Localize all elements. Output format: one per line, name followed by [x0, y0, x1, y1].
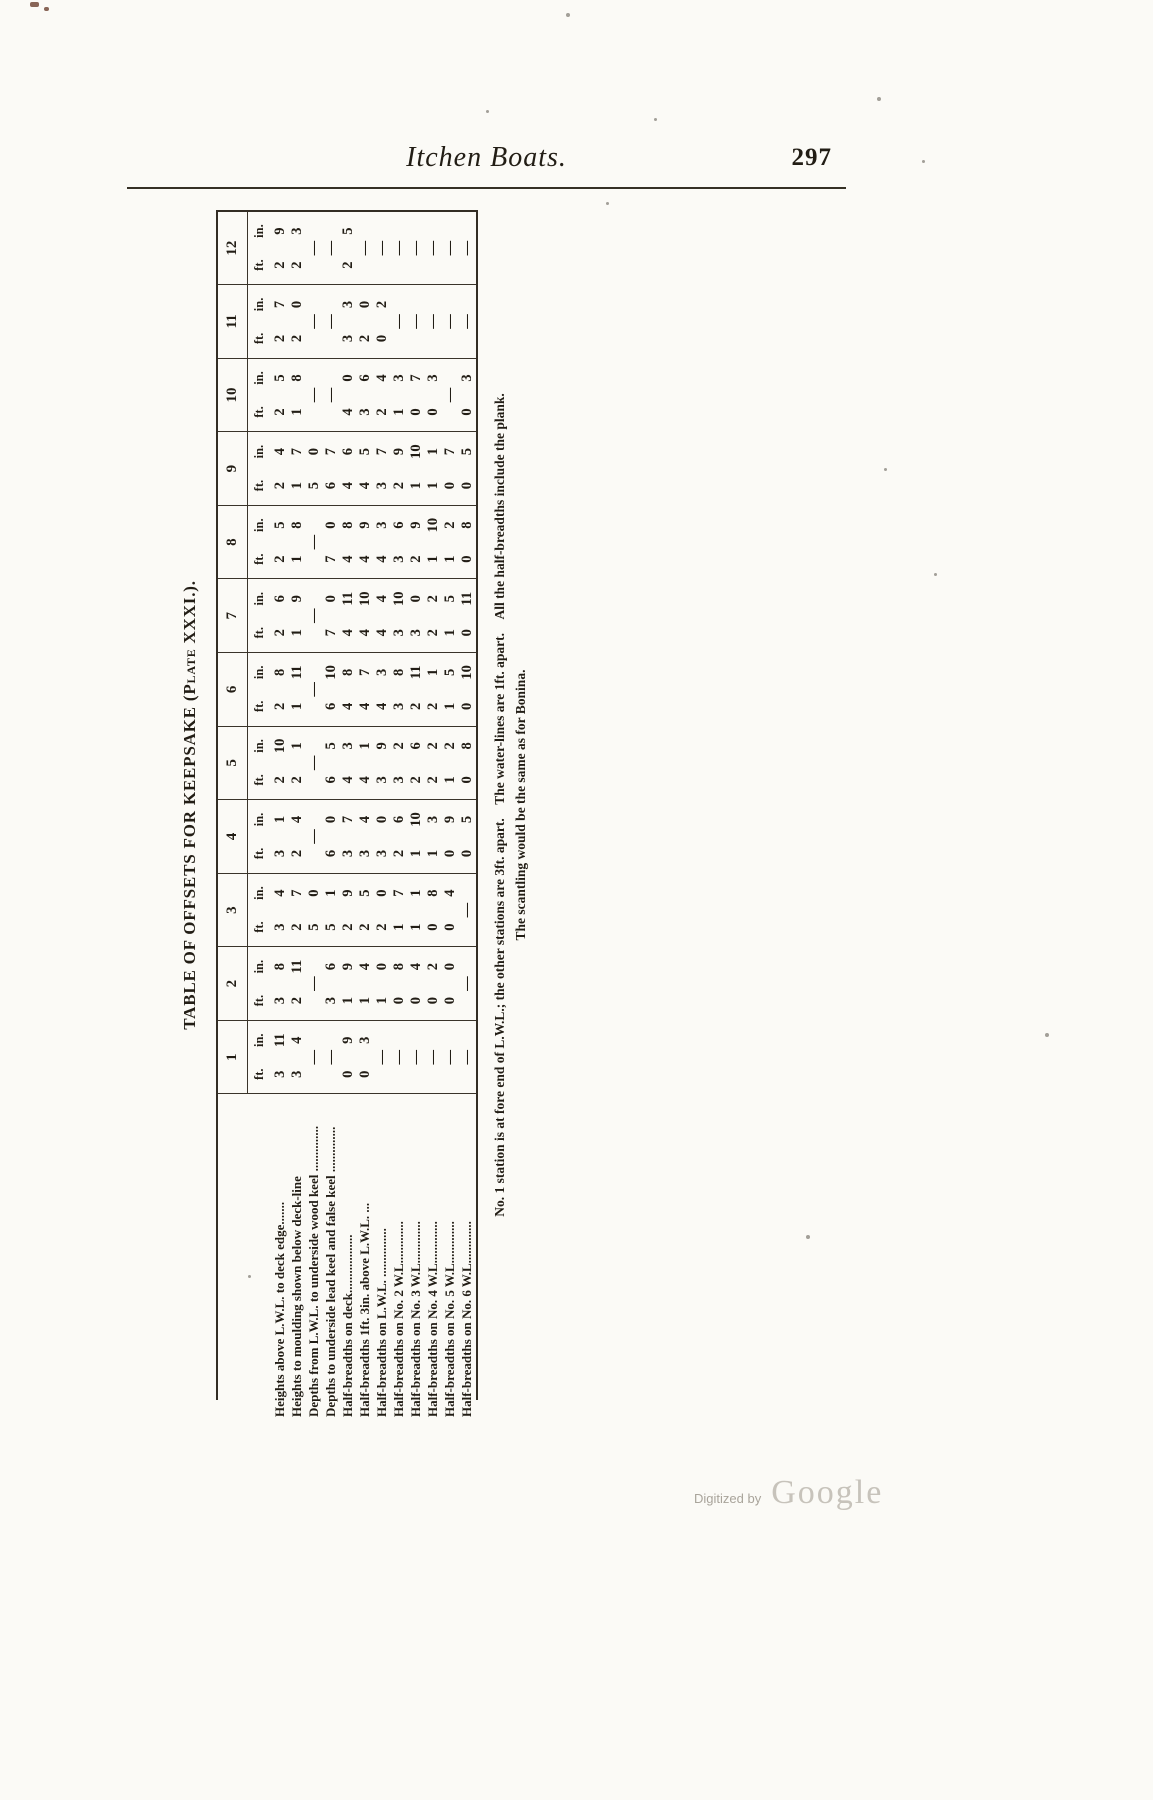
value-cell: 4 3 — [374, 505, 391, 579]
station-number-row — [217, 211, 247, 1400]
value-cell: 4 6 — [340, 432, 357, 506]
table-title: TABLE OF OFFSETS FOR KEEPSAKE (Plate XXXI.). — [180, 580, 199, 1030]
footnote: The scantling would be the same as for Bonina. — [513, 669, 528, 941]
value-cell: 3 0 — [374, 800, 391, 874]
value-cell: — — [306, 358, 323, 432]
value-cell: 0 8 — [459, 505, 477, 579]
value-cell: 1 10 — [425, 505, 442, 579]
value-cell: 0 8 — [459, 726, 477, 800]
running-head — [127, 142, 846, 184]
value-cell: 3 1 — [272, 800, 289, 874]
row-label: Half-breadths on No. 6 W.L............. — [459, 1094, 477, 1400]
value-cell: 3 8 — [272, 947, 289, 1021]
value-cell: 2 5 — [272, 358, 289, 432]
value-cell: — — [459, 873, 477, 947]
row-label: Heights to moulding shown below deck-line — [289, 1176, 305, 1417]
row-label: Heights above L.W.L. to deck edge....... — [272, 1201, 288, 1417]
value-cell: 3 11 — [272, 1020, 289, 1094]
value-cell: — — [323, 211, 340, 285]
unit-cell: ft. in. — [247, 873, 272, 947]
value-cell: 4 5 — [357, 432, 374, 506]
row-label: Half-breadths 1ft. 3in. above L.W.L. ... — [357, 1202, 373, 1417]
scan-speck — [654, 118, 657, 121]
value-cell: 1 0 — [374, 947, 391, 1021]
value-cell: 6 0 — [323, 800, 340, 874]
value-cell: — — [442, 211, 459, 285]
station-header: 3 — [217, 873, 247, 947]
value-cell: 3 4 — [357, 800, 374, 874]
value-cell: 3 0 — [408, 579, 425, 653]
value-cell: 4 9 — [357, 505, 374, 579]
rotated-table-sheet — [180, 210, 810, 1417]
table-row — [374, 211, 391, 1400]
table-head — [217, 211, 272, 1400]
row-label: Half-breadths on No. 5 W.L............. — [442, 1221, 458, 1417]
value-cell: 1 8 — [289, 358, 306, 432]
value-cell: 2 1 — [425, 653, 442, 727]
value-cell: 2 11 — [408, 653, 425, 727]
value-cell: 5 0 — [306, 432, 323, 506]
header-rule — [127, 187, 846, 189]
value-cell: 6 10 — [323, 653, 340, 727]
value-cell: 5 0 — [306, 873, 323, 947]
unit-cell: ft. in. — [247, 947, 272, 1021]
value-cell: 2 2 — [425, 726, 442, 800]
page-title: Itchen Boats. — [406, 142, 567, 173]
row-label: Half-breadths on deck.................. — [340, 1234, 356, 1417]
value-cell: 5 1 — [323, 873, 340, 947]
value-cell: — — [459, 285, 477, 359]
value-cell: 1 10 — [408, 800, 425, 874]
value-cell: 2 9 — [408, 505, 425, 579]
unit-cell: ft. in. — [247, 358, 272, 432]
value-cell: 0 2 — [374, 285, 391, 359]
value-cell: — — [306, 800, 323, 874]
unit-cell: ft. in. — [247, 285, 272, 359]
value-cell: — — [306, 1020, 323, 1094]
value-cell: 3 6 — [357, 358, 374, 432]
value-cell: — — [442, 358, 459, 432]
watermark — [694, 1474, 883, 1512]
station-header: 4 — [217, 800, 247, 874]
value-cell: 0 8 — [391, 947, 408, 1021]
value-cell: 2 7 — [289, 873, 306, 947]
station-header: 2 — [217, 947, 247, 1021]
scan-speck — [486, 110, 489, 113]
value-cell: 3 2 — [391, 726, 408, 800]
table-row — [289, 211, 306, 1400]
value-cell: 4 7 — [357, 653, 374, 727]
unit-cell: ft. in. — [247, 432, 272, 506]
value-cell: — — [306, 579, 323, 653]
station-header: 9 — [217, 432, 247, 506]
value-cell: 4 3 — [340, 726, 357, 800]
value-cell: — — [408, 211, 425, 285]
value-cell: — — [425, 211, 442, 285]
value-cell: 4 8 — [340, 505, 357, 579]
value-cell: 1 3 — [425, 800, 442, 874]
scan-speck — [884, 468, 887, 471]
value-cell: 1 1 — [408, 873, 425, 947]
scan-speck — [806, 1235, 810, 1239]
value-cell: 0 5 — [459, 800, 477, 874]
scan-speck — [877, 97, 881, 101]
value-cell: 2 5 — [272, 505, 289, 579]
value-cell: — — [425, 285, 442, 359]
value-cell: — — [306, 653, 323, 727]
value-cell: 1 11 — [289, 653, 306, 727]
value-cell: 1 2 — [442, 726, 459, 800]
row-label: Half-breadths on L.W.L. ............... — [374, 1228, 390, 1417]
value-cell: — — [306, 505, 323, 579]
value-cell: 2 9 — [272, 211, 289, 285]
scan-speck — [1045, 1033, 1049, 1037]
table-row — [357, 211, 374, 1400]
page-number: 297 — [791, 144, 832, 171]
value-cell: 0 5 — [459, 432, 477, 506]
unit-cell: ft. in. — [247, 505, 272, 579]
value-cell: 3 3 — [340, 285, 357, 359]
row-label: Depths from L.W.L. to underside wood keel .............. — [306, 1125, 322, 1417]
value-cell: 0 3 — [425, 358, 442, 432]
value-cell: 2 7 — [272, 285, 289, 359]
value-cell: 3 6 — [323, 947, 340, 1021]
corner-cell — [217, 1094, 272, 1400]
footnote: No. 1 station is at fore end of L.W.L.; the other stations are 3ft. apart. The water-lines are 1ft. apart. All the half-breadths include the plank. — [492, 393, 507, 1217]
value-cell: — — [357, 211, 374, 285]
value-cell: — — [374, 1020, 391, 1094]
value-cell: — — [442, 285, 459, 359]
table-row — [272, 211, 289, 1400]
value-cell: 2 8 — [272, 653, 289, 727]
scan-speck — [30, 2, 39, 7]
value-cell: 2 6 — [408, 726, 425, 800]
value-cell: 3 4 — [272, 873, 289, 947]
station-header: 5 — [217, 726, 247, 800]
value-cell: 0 11 — [459, 579, 477, 653]
row-label: Depths to underside lead keel and false keel .............. — [323, 1126, 339, 1417]
value-cell: — — [306, 726, 323, 800]
value-cell: 7 0 — [323, 579, 340, 653]
value-cell: 1 7 — [391, 873, 408, 947]
value-cell: — — [408, 1020, 425, 1094]
row-label: Half-breadths on No. 4 W.L............. — [425, 1221, 441, 1417]
table-row — [408, 211, 425, 1400]
value-cell: 2 6 — [272, 579, 289, 653]
value-cell: 0 3 — [459, 358, 477, 432]
value-cell: — — [374, 211, 391, 285]
value-cell: 0 4 — [408, 947, 425, 1021]
value-cell: 1 3 — [391, 358, 408, 432]
unit-cell: ft. in. — [247, 579, 272, 653]
unit-cell: ft. in. — [247, 211, 272, 285]
value-cell: 2 4 — [374, 358, 391, 432]
table-row — [306, 211, 323, 1400]
value-cell: 2 3 — [289, 211, 306, 285]
value-cell: 2 0 — [289, 285, 306, 359]
value-cell: — — [306, 211, 323, 285]
unit-cell: ft. in. — [247, 726, 272, 800]
value-cell: 0 7 — [408, 358, 425, 432]
value-cell: — — [323, 1020, 340, 1094]
value-cell: 0 9 — [340, 1020, 357, 1094]
google-logo: Google — [771, 1474, 884, 1511]
value-cell: 2 0 — [374, 873, 391, 947]
value-cell: 6 7 — [323, 432, 340, 506]
value-cell: — — [306, 947, 323, 1021]
value-cell: 1 2 — [442, 505, 459, 579]
value-cell: — — [306, 285, 323, 359]
value-cell: 2 1 — [289, 726, 306, 800]
value-cell: 4 0 — [340, 358, 357, 432]
value-cell: 4 4 — [374, 579, 391, 653]
value-cell: 2 4 — [272, 432, 289, 506]
value-cell: 1 8 — [289, 505, 306, 579]
value-cell: — — [459, 211, 477, 285]
value-cell: — — [459, 947, 477, 1021]
station-header: 7 — [217, 579, 247, 653]
row-label: Half-breadths on No. 2 W.L............. — [391, 1221, 407, 1417]
value-cell: 1 5 — [442, 579, 459, 653]
value-cell: 1 10 — [408, 432, 425, 506]
station-header: 1 — [217, 1020, 247, 1094]
value-cell: 2 9 — [340, 873, 357, 947]
value-cell: 2 5 — [357, 873, 374, 947]
station-header: 8 — [217, 505, 247, 579]
value-cell: 4 3 — [374, 653, 391, 727]
value-cell: — — [391, 285, 408, 359]
value-cell: — — [323, 285, 340, 359]
value-cell: 0 9 — [442, 800, 459, 874]
station-header: 10 — [217, 358, 247, 432]
value-cell: 3 6 — [391, 505, 408, 579]
table-row — [340, 211, 357, 1400]
offsets-table — [216, 210, 478, 1417]
value-cell: 2 10 — [272, 726, 289, 800]
value-cell: 4 11 — [340, 579, 357, 653]
row-label: Half-breadths on No. 3 W.L............. — [408, 1221, 424, 1417]
value-cell: 4 8 — [340, 653, 357, 727]
table-footnotes — [492, 210, 529, 1400]
value-cell: 1 5 — [442, 653, 459, 727]
value-cell: 2 2 — [425, 579, 442, 653]
value-cell: 4 1 — [357, 726, 374, 800]
value-cell: — — [391, 211, 408, 285]
value-cell: 3 4 — [289, 1020, 306, 1094]
value-cell: — — [425, 1020, 442, 1094]
value-cell: 3 7 — [374, 432, 391, 506]
table-row — [442, 211, 459, 1400]
station-header: 11 — [217, 285, 247, 359]
value-cell: — — [391, 1020, 408, 1094]
value-cell: 1 1 — [425, 432, 442, 506]
value-cell: 3 10 — [391, 579, 408, 653]
value-cell: 2 0 — [357, 285, 374, 359]
scan-speck — [606, 202, 609, 205]
value-cell: — — [442, 1020, 459, 1094]
value-cell: 0 4 — [442, 873, 459, 947]
scan-speck — [44, 7, 49, 11]
value-cell: 3 7 — [340, 800, 357, 874]
scan-speck — [566, 13, 570, 17]
value-cell: 0 0 — [442, 947, 459, 1021]
table-row — [459, 211, 477, 1400]
value-cell: 0 7 — [442, 432, 459, 506]
value-cell: — — [459, 1020, 477, 1094]
value-cell: 2 5 — [340, 211, 357, 285]
table-body — [272, 211, 477, 1417]
value-cell: 1 9 — [289, 579, 306, 653]
value-cell: 1 9 — [340, 947, 357, 1021]
value-cell: — — [323, 358, 340, 432]
station-header: 12 — [217, 211, 247, 285]
value-cell: 4 10 — [357, 579, 374, 653]
value-cell: 6 5 — [323, 726, 340, 800]
value-cell: 7 0 — [323, 505, 340, 579]
scan-speck — [248, 1275, 251, 1278]
value-cell: 2 4 — [289, 800, 306, 874]
value-cell: 1 7 — [289, 432, 306, 506]
watermark-text: Digitized by — [694, 1491, 762, 1506]
scan-speck — [922, 160, 925, 163]
unit-cell: ft. in. — [247, 653, 272, 727]
value-cell: 0 3 — [357, 1020, 374, 1094]
value-cell: 0 2 — [425, 947, 442, 1021]
unit-cell: ft. in. — [247, 800, 272, 874]
table-row — [323, 211, 340, 1400]
value-cell: 1 4 — [357, 947, 374, 1021]
scan-speck — [934, 573, 937, 576]
value-cell: 3 9 — [374, 726, 391, 800]
station-header: 6 — [217, 653, 247, 727]
unit-cell: ft. in. — [247, 1020, 272, 1094]
value-cell: 0 10 — [459, 653, 477, 727]
value-cell: 3 8 — [391, 653, 408, 727]
value-cell: 2 6 — [391, 800, 408, 874]
table-row — [425, 211, 442, 1400]
value-cell: 2 11 — [289, 947, 306, 1021]
value-cell: — — [408, 285, 425, 359]
value-cell: 2 9 — [391, 432, 408, 506]
value-cell: 0 8 — [425, 873, 442, 947]
table-row — [391, 211, 408, 1400]
